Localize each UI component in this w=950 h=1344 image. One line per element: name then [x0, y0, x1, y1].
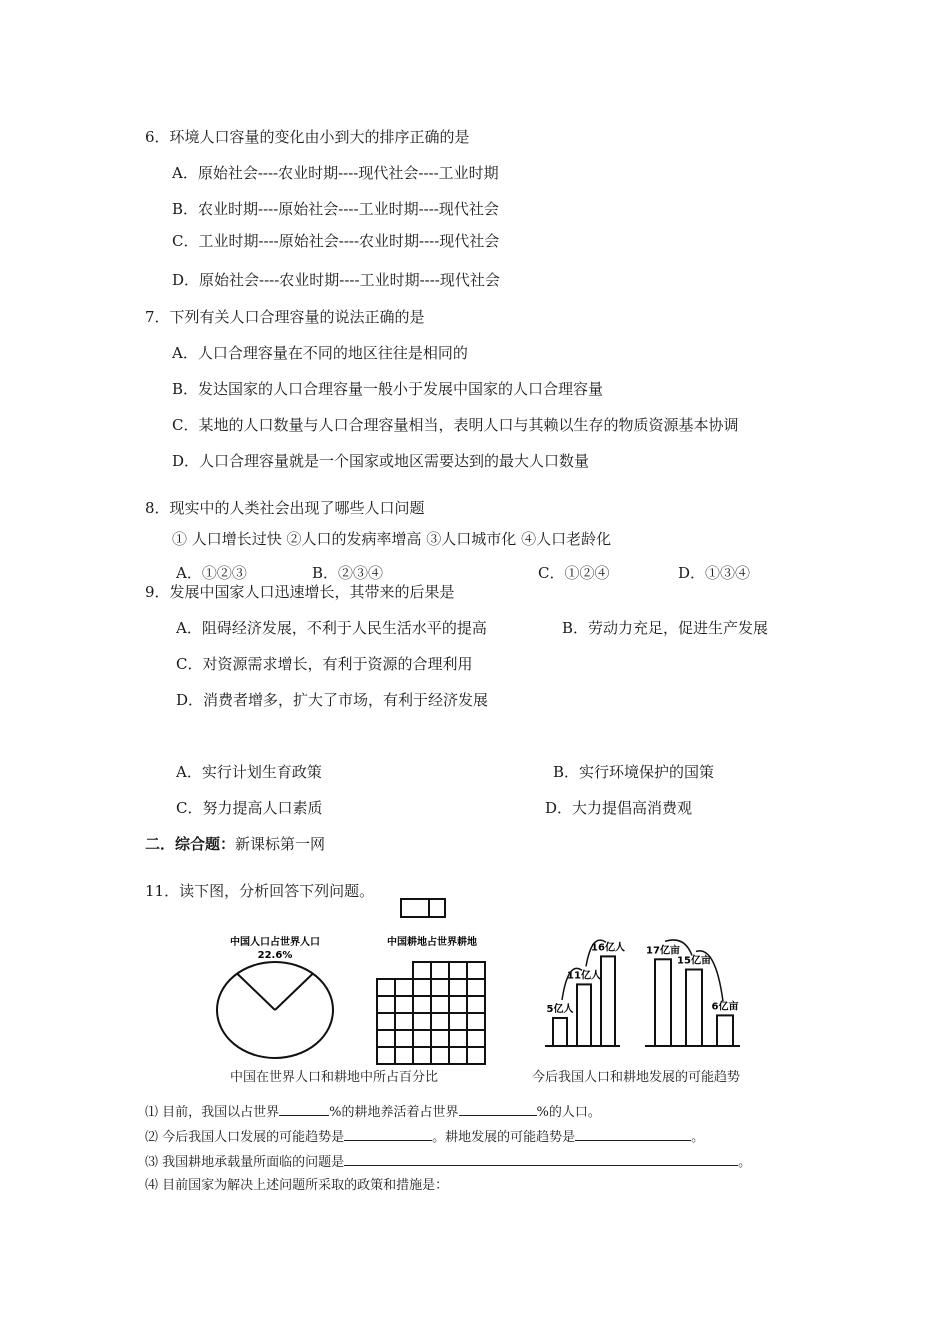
- q11-figure: [200, 895, 800, 1070]
- q7-stem: 7．下列有关人口合理容量的说法正确的是: [145, 308, 425, 326]
- q6-option-a: A．原始社会----农业时期----现代社会----工业时期: [172, 164, 499, 182]
- bar-耕地-2: [717, 1015, 733, 1046]
- pie-slice-edge-2: [275, 974, 313, 1010]
- grid-cell: [395, 1030, 413, 1047]
- q9-option-b: B．劳动力充足，促进生产发展: [562, 619, 769, 637]
- q9-option-d: D．消费者增多，扩大了市场，有利于经济发展: [176, 691, 489, 709]
- grid-cell: [449, 979, 467, 996]
- grid-cell: [467, 1047, 485, 1064]
- grid-cell: [395, 1013, 413, 1030]
- fig1-caption: 中国在世界人口和耕地中所占百分比: [230, 1070, 439, 1085]
- q6-option-c: C．工业时期----原始社会----农业时期----现代社会: [172, 232, 500, 250]
- grid-cell: [431, 1030, 449, 1047]
- section2-heading: 二．综合题：: [145, 835, 236, 853]
- pie-title: 中国人口占世界人口: [230, 937, 320, 948]
- q6-option-d: D．原始社会----农业时期----工业时期----现代社会: [172, 271, 500, 289]
- grid-cell: [449, 996, 467, 1013]
- bar-label-耕地-2: 6亿亩: [711, 1001, 739, 1013]
- p1-text-b: %的耕地养活着占世界: [329, 1105, 459, 1120]
- pie-slice-edge-1: [237, 974, 275, 1010]
- q9-option-c: C．对资源需求增长，有利于资源的合理利用: [176, 655, 473, 673]
- farmland-bars: [646, 940, 738, 1046]
- bar-label-人口-0: 5亿人: [546, 1004, 574, 1015]
- grid-cell: [395, 996, 413, 1013]
- p1-text-a: ⑴ 目前，我国以占世界: [145, 1105, 280, 1120]
- q9-option-a: A．阻碍经济发展，不利于人民生活水平的提高: [176, 619, 487, 637]
- bar-人口-0: [553, 1018, 567, 1046]
- q7-option-a: A．人口合理容量在不同的地区往往是相同的: [172, 344, 468, 362]
- grid-cell: [377, 996, 395, 1013]
- p1-blank-2[interactable]: [459, 1101, 537, 1116]
- q10-option-a: A．实行计划生育政策: [176, 763, 322, 781]
- grid-cell: [431, 962, 449, 979]
- grid-cell: [395, 1047, 413, 1064]
- grid-cell: [431, 979, 449, 996]
- grid-cell: [377, 979, 395, 996]
- grid-cell: [413, 962, 431, 979]
- q8-stem: 8．现实中的人类社会出现了哪些人口问题: [145, 499, 425, 517]
- q11-part3: [145, 1151, 751, 1173]
- farmland-grid: [377, 962, 485, 1064]
- q6-stem: 6．环境人口容量的变化由小到大的排序正确的是: [145, 128, 470, 146]
- grid-cell: [413, 979, 431, 996]
- p2-blank-2[interactable]: [575, 1126, 691, 1141]
- q8-option-c: C．①②④: [538, 564, 610, 582]
- grid-title: 中国耕地占世界耕地: [387, 937, 477, 948]
- q10-option-b: B．实行环境保护的国策: [553, 763, 715, 781]
- section2-suffix: 新课标第一网: [235, 835, 326, 853]
- bar-耕地-0: [655, 959, 671, 1046]
- grid-cell: [467, 996, 485, 1013]
- grid-cell: [449, 962, 467, 979]
- grid-cell: [467, 962, 485, 979]
- grid-cell: [413, 1013, 431, 1030]
- grid-cell: [413, 996, 431, 1013]
- grid-cell: [431, 1047, 449, 1064]
- p3-blank[interactable]: [344, 1151, 738, 1166]
- grid-cell: [449, 1013, 467, 1030]
- q10-option-d: D．大力提倡高消费观: [545, 799, 693, 817]
- bar-label-人口-1: 11亿人: [567, 970, 601, 982]
- q11-part2: [145, 1126, 704, 1148]
- p1-text-c: %的人口。: [536, 1105, 601, 1120]
- grid-cell: [467, 1030, 485, 1047]
- p2-text-b: 。耕地发展的可能趋势是: [432, 1130, 576, 1145]
- grid-cell: [431, 996, 449, 1013]
- grid-cell: [395, 979, 413, 996]
- bar-人口-1: [577, 984, 591, 1046]
- bar-耕地-1: [686, 970, 702, 1047]
- q7-option-d: D．人口合理容量就是一个国家或地区需要达到的最大人口数量: [172, 452, 590, 470]
- grid-cell: [449, 1047, 467, 1064]
- p2-blank-1[interactable]: [344, 1126, 432, 1141]
- bar-人口-2: [601, 956, 615, 1046]
- population-bars: [547, 940, 625, 1046]
- bar-label-耕地-1: 15亿亩: [677, 955, 711, 967]
- q8-option-d: D．①③④: [678, 564, 751, 582]
- p2-text-a: ⑵ 今后我国人口发展的可能趋势是: [145, 1130, 345, 1145]
- q8-option-b: B．②③④: [312, 564, 384, 582]
- grid-cell: [377, 1030, 395, 1047]
- q8-option-a: A．①②③: [176, 564, 247, 582]
- grid-cell: [377, 1047, 395, 1064]
- bar-label-耕地-0: 17亿亩: [646, 945, 680, 957]
- p1-blank-1[interactable]: [279, 1101, 329, 1116]
- grid-cell: [431, 1013, 449, 1030]
- grid-cell: [413, 1030, 431, 1047]
- p2-text-c: 。: [691, 1130, 705, 1145]
- q11-stem: 11．读下图，分析回答下列问题。: [145, 882, 375, 900]
- fig2-caption: 今后我国人口和耕地发展的可能趋势: [532, 1070, 741, 1085]
- pie-value-label: 22.6%: [257, 950, 293, 961]
- bar-label-人口-2: 16亿人: [591, 942, 625, 954]
- q11-part4: ⑷ 目前国家为解决上述问题所采取的政策和措施是：: [145, 1178, 449, 1193]
- q9-stem: 9．发展中国家人口迅速增长，其带来的后果是: [145, 583, 455, 601]
- grid-cell: [413, 1047, 431, 1064]
- q10-option-c: C．努力提高人口素质: [176, 799, 323, 817]
- section2-heading-line: [145, 834, 325, 854]
- p3-text-b: 。: [738, 1155, 752, 1170]
- q7-option-c: C．某地的人口数量与人口合理容量相当，表明人口与其赖以生存的物质资源基本协调: [172, 416, 739, 434]
- grid-cell: [377, 1013, 395, 1030]
- grid-cell: [449, 1030, 467, 1047]
- q6-option-b: B．农业时期----原始社会----工业时期----现代社会: [172, 200, 499, 218]
- grid-cell: [467, 979, 485, 996]
- q8-items: ① 人口增长过快 ②人口的发病率增高 ③人口城市化 ④人口老龄化: [172, 530, 612, 548]
- grid-cell: [467, 1013, 485, 1030]
- grid-top-box: [401, 899, 445, 917]
- q7-option-b: B．发达国家的人口合理容量一般小于发展中国家的人口合理容量: [172, 380, 604, 398]
- p3-text-a: ⑶ 我国耕地承载量所面临的问题是: [145, 1155, 345, 1170]
- q11-part1: [145, 1101, 601, 1123]
